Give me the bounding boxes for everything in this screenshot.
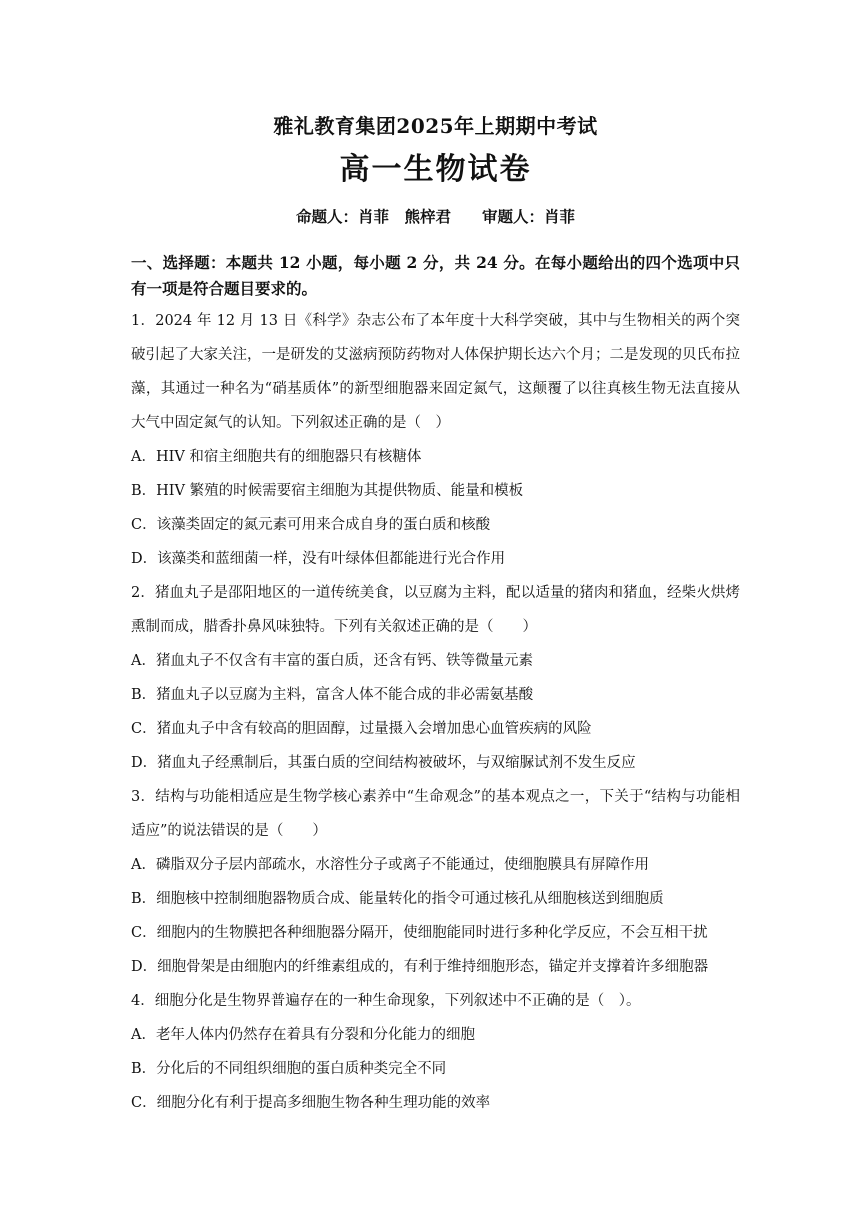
question-option: C．细胞内的生物膜把各种细胞器分隔开，使细胞能同时进行多种化学反应，不会互相干扰: [131, 925, 708, 941]
question-option: C．猪血丸子中含有较高的胆固醇，过量摄入会增加患心血管疾病的风险: [131, 721, 592, 737]
question-block: [131, 576, 740, 780]
question-option: C．细胞分化有利于提高多细胞生物各种生理功能的效率: [131, 1095, 491, 1111]
paper-title: 高一生物试卷: [339, 152, 532, 187]
question-option: B．HIV 繁殖的时候需要宿主细胞为其提供物质、能量和模板: [131, 483, 524, 499]
question-option: B．分化后的不同组织细胞的蛋白质种类完全不同: [131, 1061, 447, 1077]
question-option: B．猪血丸子以豆腐为主料，富含人体不能合成的非必需氨基酸: [131, 687, 534, 703]
question-option: B．细胞核中控制细胞器物质合成、能量转化的指令可通过核孔从细胞核送到细胞质: [131, 891, 664, 907]
question-block: [131, 984, 740, 1120]
question-option: A．磷脂双分子层内部疏水，水溶性分子或离子不能通过，使细胞膜具有屏障作用: [131, 857, 649, 873]
question-option: A．HIV 和宿主细胞共有的细胞器只有核糖体: [131, 449, 422, 465]
question-stem: 2．猪血丸子是邵阳地区的一道传统美食，以豆腐为主料，配以适量的猪肉和猪血，经柴火烘烤熏制而成，腊香扑鼻风味独特。下列有关叙述正确的是（ ）: [131, 585, 740, 635]
question-stem: 1．2024 年 12 月 13 日《科学》杂志公布了本年度十大科学突破，其中与生物相关的两个突破引起了大家关注，一是研发的艾滋病预防药物对人体保护期长达六个月；二是发现的贝氏布拉藻，其通过一种名为“硝基质体”的新型细胞器来固定氮气，这颠覆了以往真核生物无法直接从大气中固定氮气的认知。下列叙述正确的是（ ）: [131, 313, 740, 431]
authors-line: 命题人：肖菲 熊梓君 审题人：肖菲: [295, 207, 575, 226]
question-option: D．细胞骨架是由细胞内的纤维素组成的，有利于维持细胞形态，锚定并支撑着许多细胞器: [131, 959, 709, 975]
question-stem: 3．结构与功能相适应是生物学核心素养中“生命观念”的基本观点之一，下关于“结构与功能相适应”的说法错误的是（ ）: [131, 789, 740, 839]
question-block: [131, 304, 740, 576]
section-heading: 一、选择题：本题共 12 小题，每小题 2 分，共 24 分。在每小题给出的四个选项中只有一项是符合题目要求的。: [131, 253, 740, 298]
question-option: A．猪血丸子不仅含有丰富的蛋白质，还含有钙、铁等微量元素: [131, 653, 533, 669]
question-block: [131, 780, 740, 984]
question-option: C．该藻类固定的氮元素可用来合成自身的蛋白质和核酸: [131, 517, 491, 533]
question-option: A．老年人体内仍然存在着具有分裂和分化能力的细胞: [131, 1027, 475, 1043]
question-option: D．猪血丸子经熏制后，其蛋白质的空间结构被破坏，与双缩脲试剂不发生反应: [131, 755, 636, 771]
exam-title: 雅礼教育集团2025年上期期中考试: [273, 114, 598, 138]
question-stem: 4．细胞分化是生物界普遍存在的一种生命现象，下列叙述中不正确的是（ ）。: [131, 993, 641, 1009]
question-option: D．该藻类和蓝细菌一样，没有叶绿体但都能进行光合作用: [131, 551, 506, 567]
